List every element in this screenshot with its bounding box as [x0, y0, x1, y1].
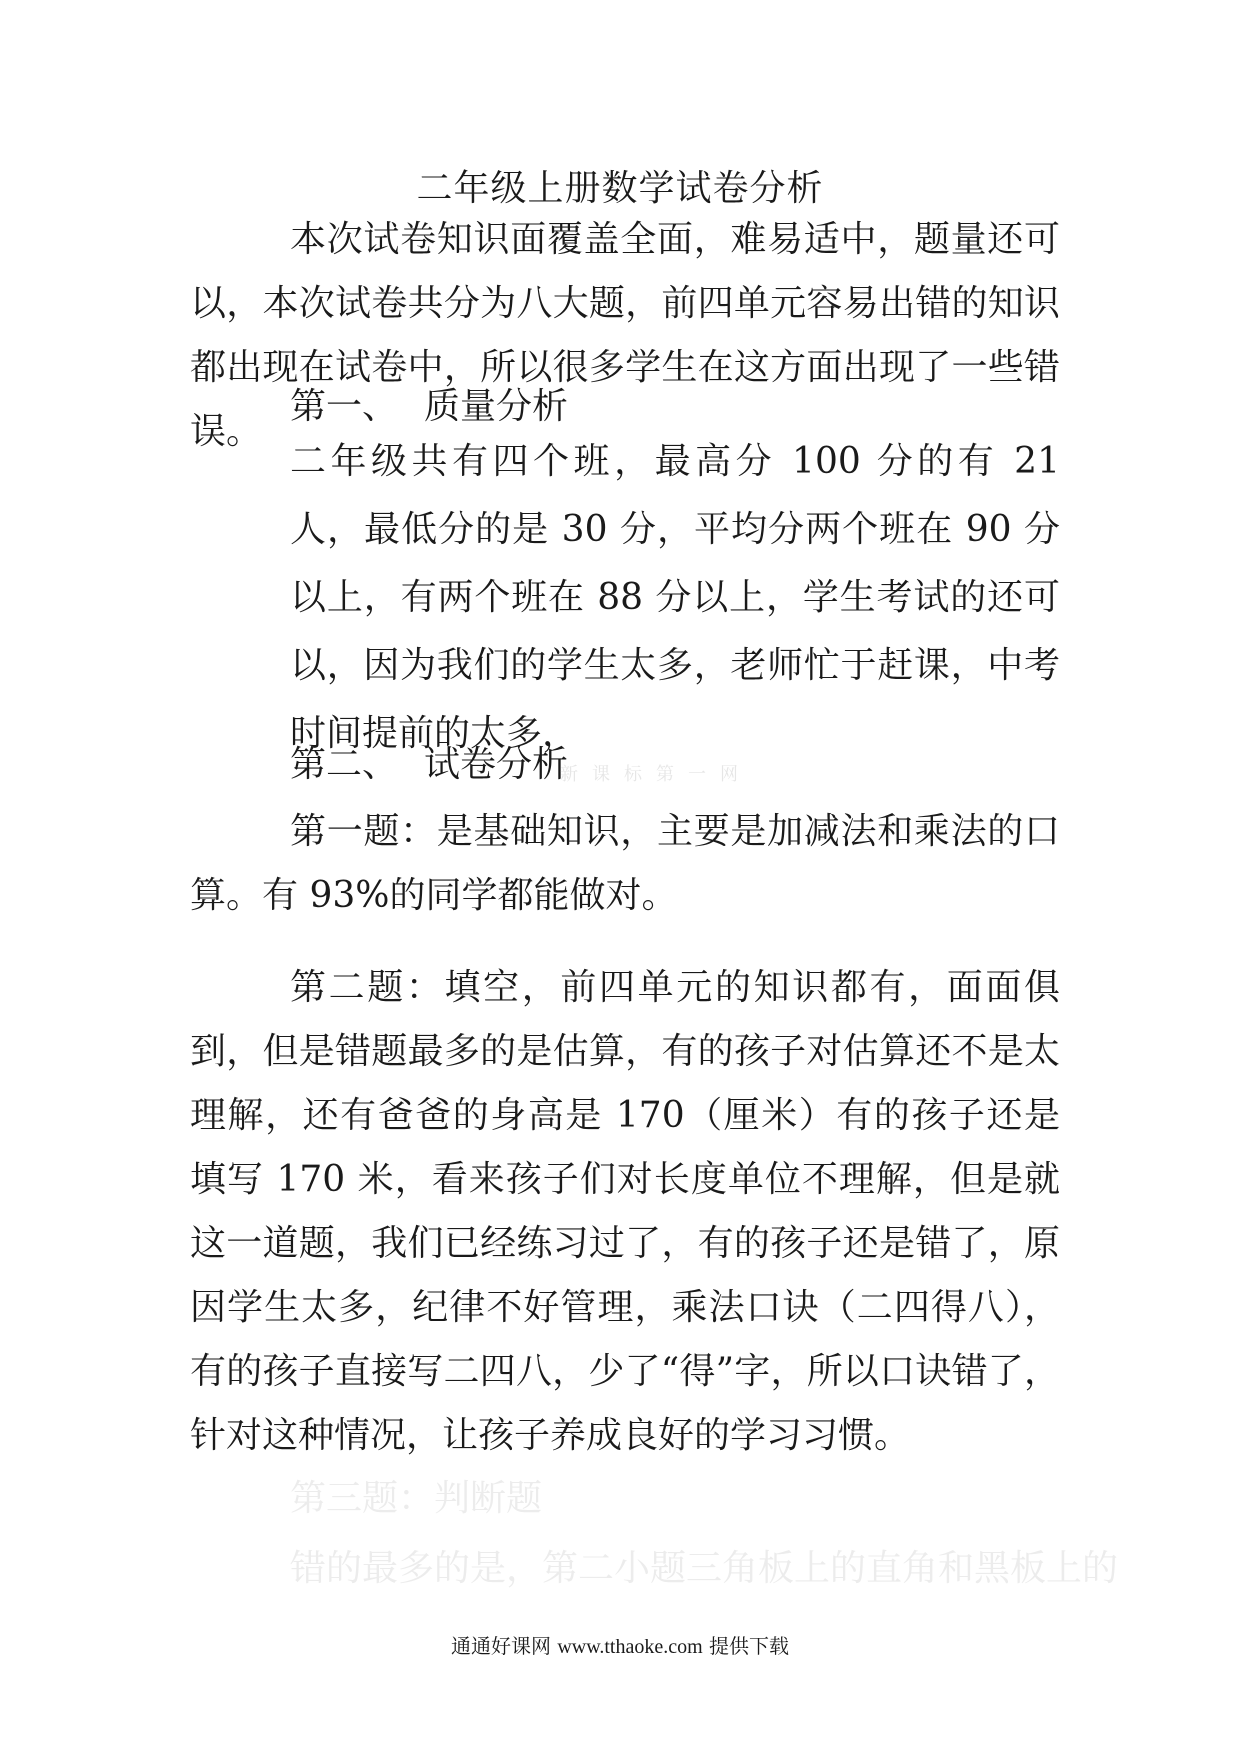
quality-analysis-paragraph: 二年级共有四个班，最高分 100 分的有 21 人，最低分的是 30 分，平均分两个班在 90 分以上，有两个班在 88 分以上，学生考试的还可以，因为我们的学生太多，老师忙于赶课，中考时间提前的太多， — [290, 441, 1060, 754]
question-three-heading: 第三题：判断题 — [290, 1478, 543, 1519]
question-three-text: 错的最多的是，第二小题三角板上的直角和黑板上的 — [290, 1548, 1119, 1589]
section-heading-quality — [290, 378, 568, 429]
footer-suffix: 提供下载 — [709, 1634, 790, 1658]
section-number: 第二、 — [290, 744, 399, 785]
question-two-paragraph: 第二题：填空，前四单元的知识都有，面面俱到，但是错题最多的是估算，有的孩子对估算还不是太理解，还有爸爸的身高是 170（厘米）有的孩子还是填写 170 米，看来孩子们对长度单位不理解，但是就这一道题，我们已经练习过了，有的孩子还是错了，原因学生太多，纪律不好管理，乘法口诀（二四得八），有的孩子直接写二四八，少了“得”字，所以口诀错了，针对这种情况，让孩子养成良好的学习习惯。 — [190, 967, 1060, 1456]
section-number: 第一、 — [290, 386, 399, 427]
faint-watermark-text: 新课标第一网 — [560, 764, 752, 785]
footer-url: www.tthaoke.com — [557, 1636, 703, 1658]
document-title: 二年级上册数学试卷分析 — [416, 168, 824, 209]
page-footer — [0, 1630, 1240, 1659]
question-one-paragraph: 第一题：是基础知识，主要是加减法和乘法的口算。有 93%的同学都能做对。 — [190, 811, 1060, 916]
section-name: 试卷分析 — [424, 744, 569, 785]
intro-paragraph: 本次试卷知识面覆盖全面，难易适中，题量还可以，本次试卷共分为八大题，前四单元容易出错的知识都出现在试卷中，所以很多学生在这方面出现了一些错误。 — [190, 219, 1060, 452]
footer-site-name: 通通好课网 — [450, 1634, 551, 1658]
section-name: 质量分析 — [424, 386, 569, 427]
section-heading-paper — [290, 736, 568, 787]
